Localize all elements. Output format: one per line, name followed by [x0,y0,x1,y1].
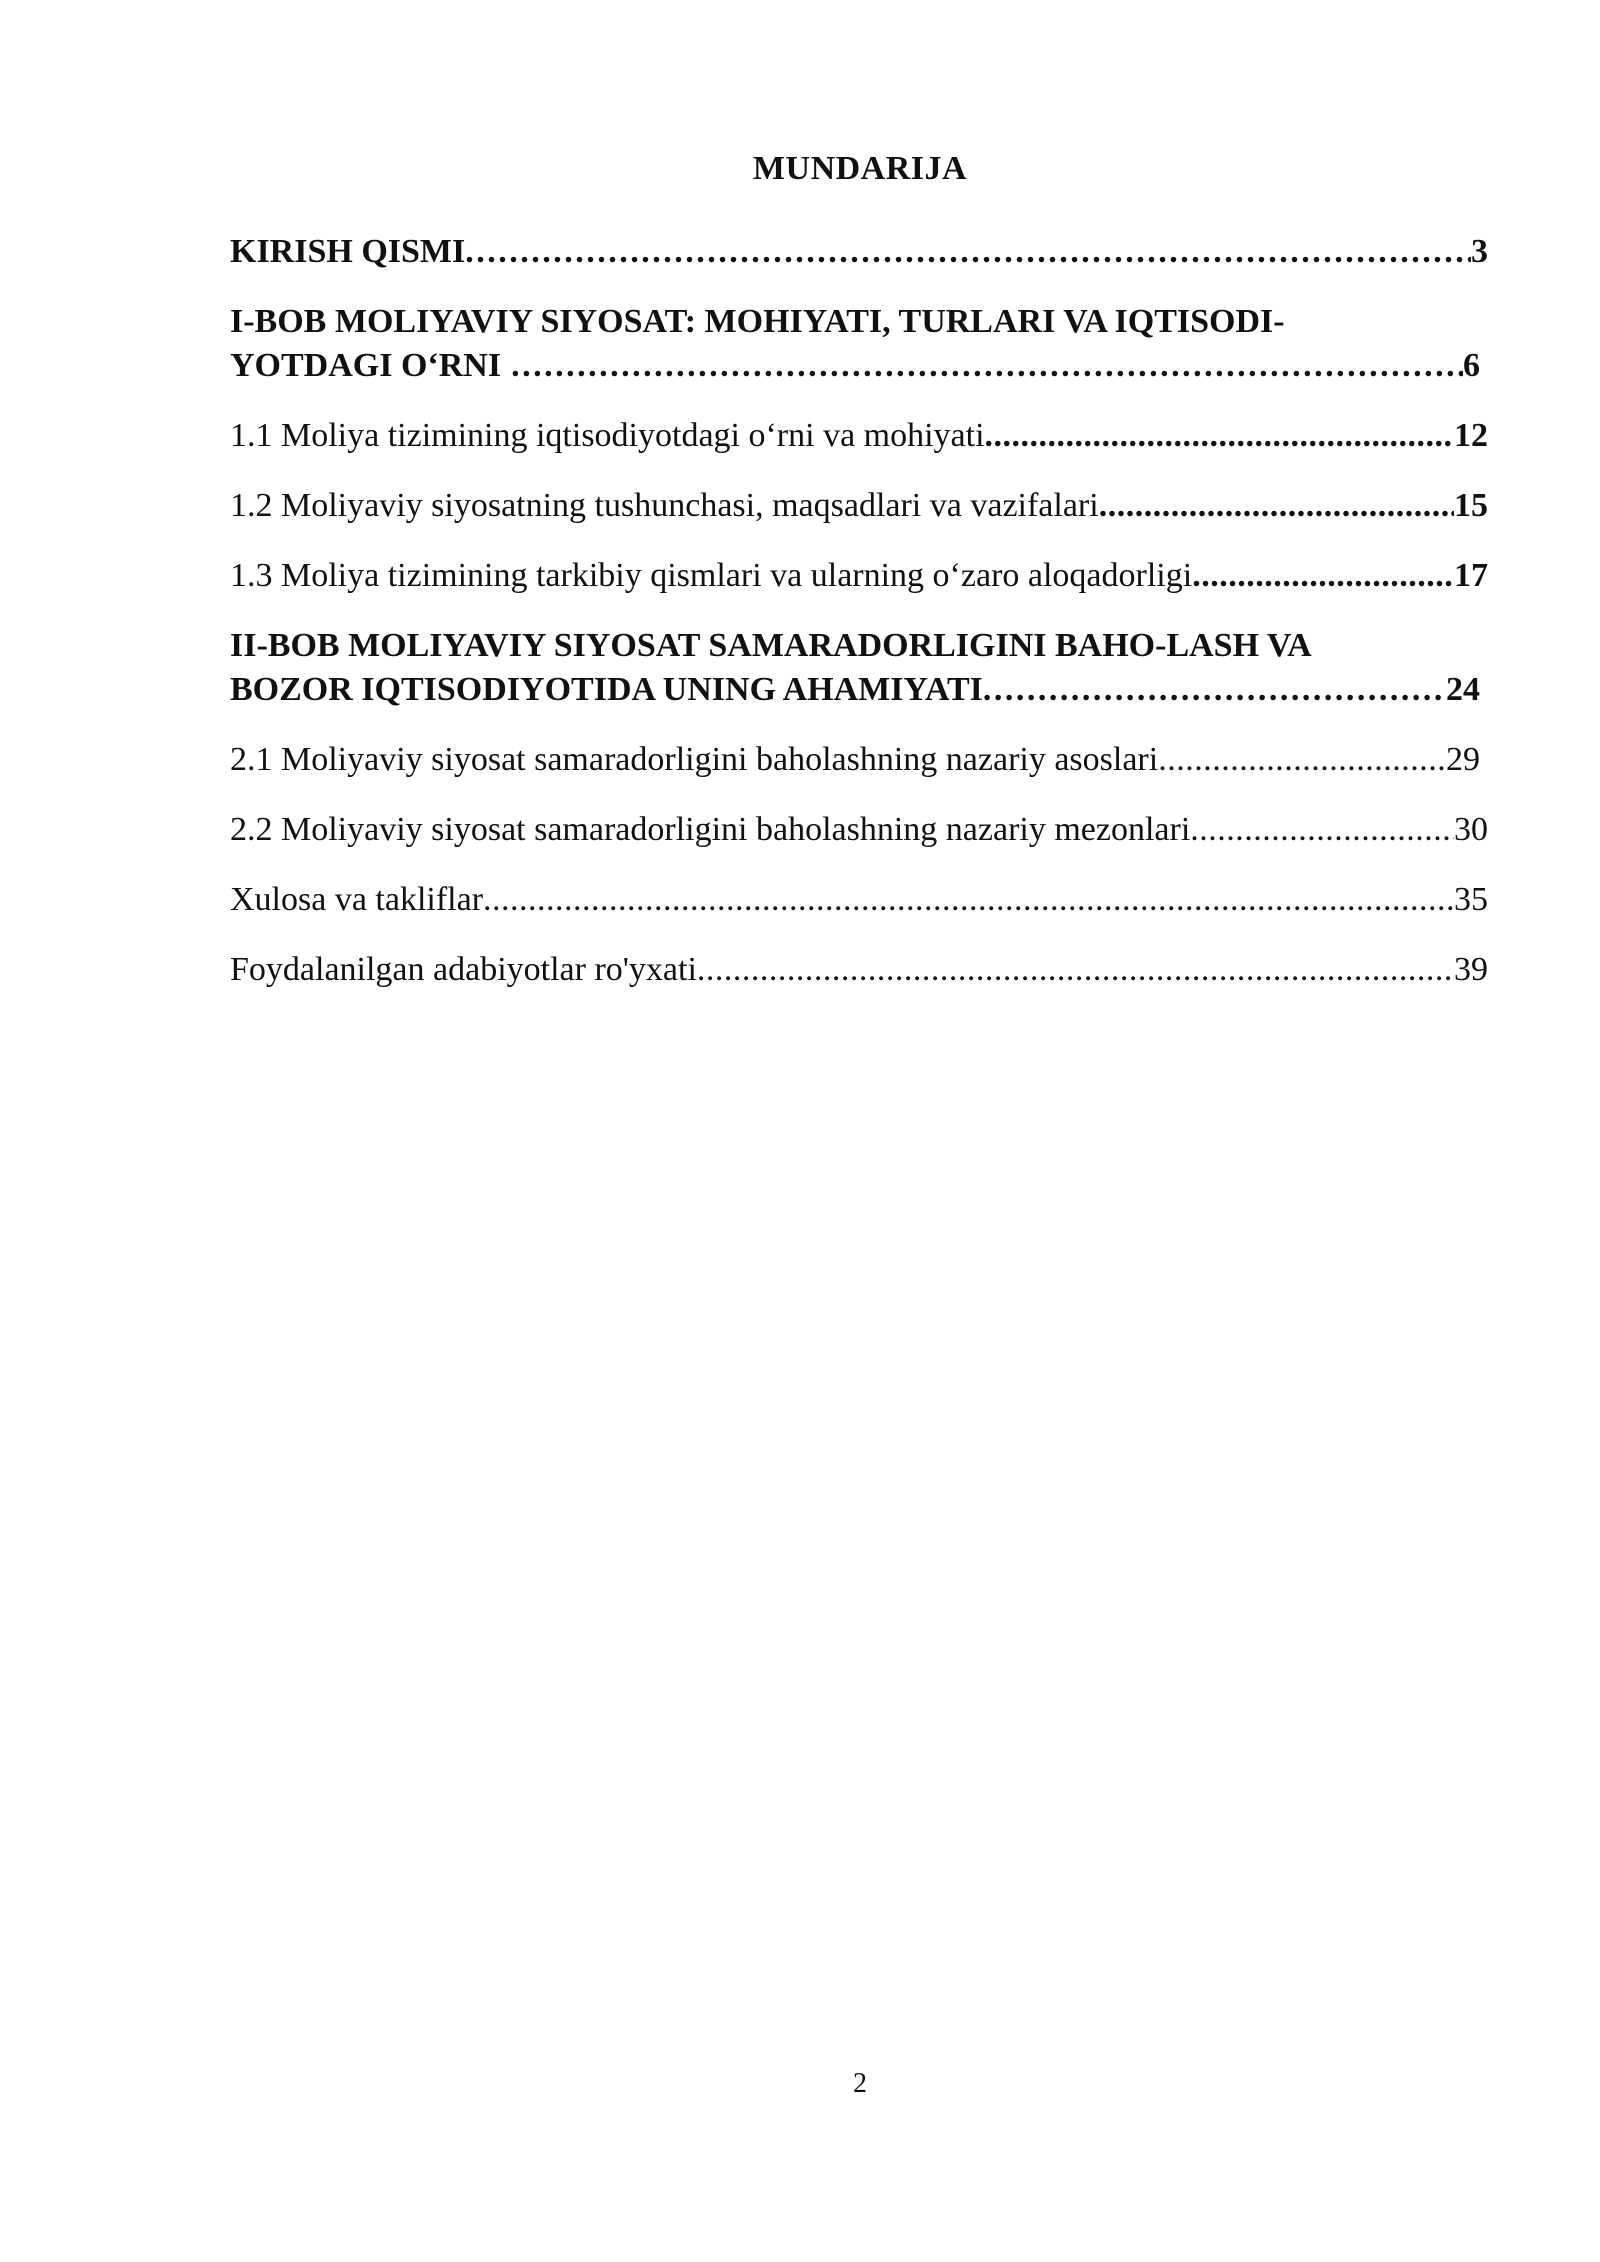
dot-leader [985,414,1454,458]
dot-leader [1190,808,1454,852]
toc-entry-label-line2: YOTDAGI O‘RNI [230,347,502,384]
toc-entry-label-line1: II-BOB MOLIYAVIY SIYOSAT SAMARADORLIGINI BAHO-LASH VA [230,627,1312,664]
toc-page-number: 24 [1446,671,1480,708]
toc-page-number: 35 [1454,881,1488,918]
toc-entry-label: Foydalanilgan adabiyotlar ro'yxati [230,951,697,988]
toc-page-number: 12 [1454,417,1488,454]
toc-entry-section-2-1[interactable] [230,738,1488,782]
toc-entry-label: 1.2 Moliyaviy siyosatning tushunchasi, maqsadlari va vazifalari [230,487,1099,524]
toc-entry-label: KIRISH QISMI [230,233,466,270]
toc-entry-conclusion[interactable] [230,878,1488,922]
toc-entry-label-line1: I-BOB MOLIYAVIY SIYOSAT: MOHIYATI, TURLARI VA IQTISODI- [230,303,1285,340]
toc-entry-label: 2.2 Moliyaviy siyosat samaradorligini baholashning nazariy mezonlari [230,811,1191,848]
toc-entry-references[interactable] [230,948,1488,992]
toc-page-number: 17 [1454,557,1488,594]
toc-page-number: 39 [1454,951,1488,988]
toc-entry-chapter-1[interactable] [230,300,1488,388]
dot-leader [483,878,1454,922]
toc-entry-section-2-2[interactable] [230,808,1488,852]
toc-page-number: 6 [1463,347,1480,384]
toc-entry-label: 1.1 Moliya tizimining iqtisodiyotdagi o‘rni va mohiyati [230,417,985,454]
toc-page-number: 30 [1454,811,1488,848]
toc-entry-label-line2: BOZOR IQTISODIYOTIDA UNING AHAMIYATI [230,671,983,708]
dot-leader [511,344,1463,388]
toc-entry-section-1-2[interactable] [230,484,1488,528]
dot-leader [1192,554,1454,598]
dot-leader [1158,738,1446,782]
toc-entry-label: Xulosa va takliflar [230,881,484,918]
toc-entry-section-1-3[interactable] [230,554,1488,598]
toc-entry-introduction[interactable] [230,230,1488,274]
toc-page-number: 3 [1471,233,1488,270]
toc-page-number: 15 [1454,487,1488,524]
dot-leader [697,948,1454,992]
page-number: 2 [853,2068,867,2099]
toc-entry-label: 2.1 Moliyaviy siyosat samaradorligini baholashning nazariy asoslari [230,741,1159,778]
dot-leader [983,668,1446,712]
toc-entry-label: 1.3 Moliya tizimining tarkibiy qismlari va ularning o‘zaro aloqadorligi [230,557,1193,594]
page-title: MUNDARIJA [752,150,968,187]
toc-entry-section-1-1[interactable] [230,414,1488,458]
dot-leader [465,230,1471,274]
toc-page-number: 29 [1446,741,1480,778]
toc-entry-chapter-2[interactable] [230,624,1488,712]
dot-leader [1099,484,1454,528]
